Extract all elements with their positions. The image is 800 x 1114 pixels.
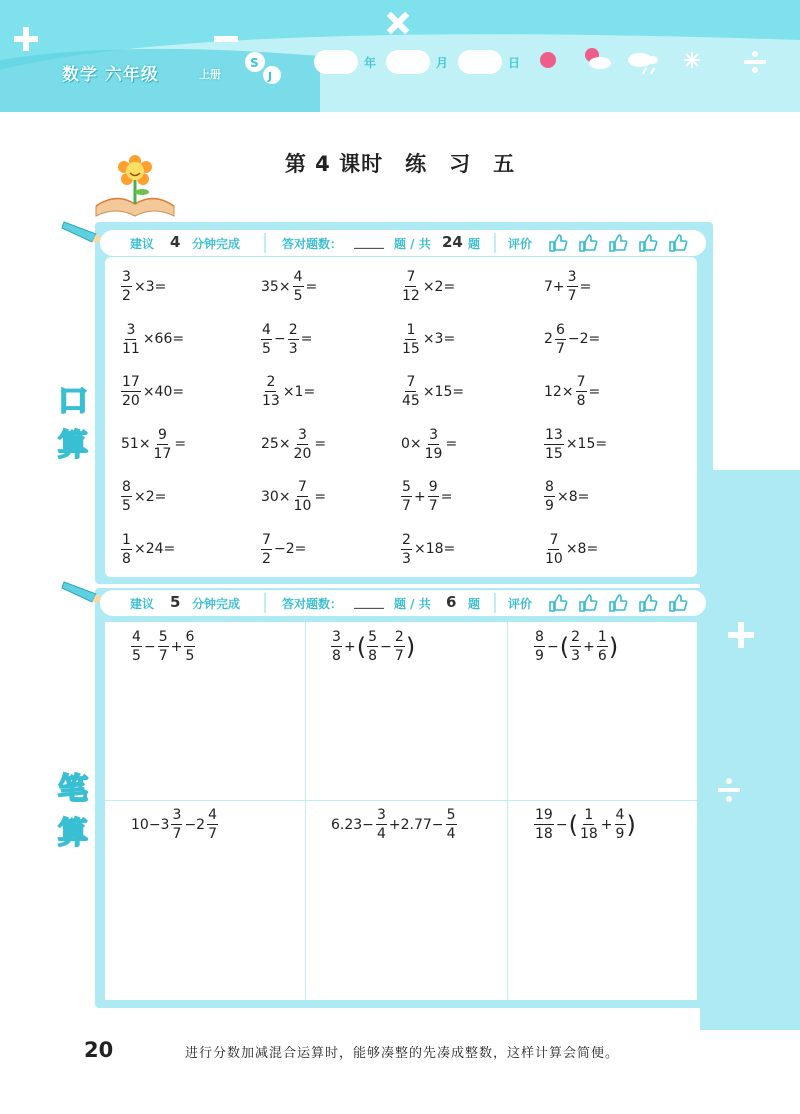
snowflake-icon — [684, 52, 700, 68]
denominator: 15 — [545, 445, 563, 462]
numerator: 2 — [571, 629, 581, 645]
fraction — [534, 630, 545, 663]
operator-text: − — [274, 331, 286, 347]
operator-text: ×66= — [142, 331, 185, 347]
mental-problem — [543, 270, 592, 303]
side-label-bi: 笔 — [58, 772, 88, 807]
suggest-minutes: 4 — [170, 233, 181, 251]
operator-text: −2 — [184, 816, 206, 833]
mental-problem — [260, 323, 313, 356]
operator-text: ×18= — [414, 541, 456, 557]
denominator: 7 — [567, 288, 577, 304]
fraction — [579, 808, 599, 841]
parenthesis: ) — [626, 810, 636, 839]
operator-text: 25× — [261, 436, 291, 452]
fraction — [121, 480, 132, 513]
numerator: 3 — [297, 426, 307, 443]
mental-problem — [120, 533, 176, 566]
correct-count-label: 答对题数： — [282, 597, 343, 611]
numerator: 19 — [535, 807, 553, 823]
volume-label: 上册 — [199, 68, 221, 81]
numerator: 7 — [262, 531, 271, 548]
fraction — [597, 630, 608, 663]
fraction — [184, 630, 195, 663]
correct-count-label: 答对题数： — [282, 237, 343, 251]
divider — [494, 233, 496, 253]
denominator: 20 — [122, 393, 140, 409]
numerator: 2 — [266, 374, 276, 390]
sun-icon — [540, 52, 556, 68]
operator-text: = — [314, 436, 327, 452]
numerator: 3 — [429, 426, 438, 443]
written-info-bar — [100, 590, 706, 616]
operator-text: = — [314, 488, 327, 505]
mental-problem — [260, 428, 327, 461]
finish-label: 分钟完成 — [192, 237, 241, 251]
numerator: 1 — [406, 321, 416, 338]
fraction — [261, 533, 272, 566]
day-field[interactable] — [458, 50, 502, 74]
denominator: 7 — [394, 648, 404, 664]
operator-text: 0× — [401, 436, 422, 452]
fraction — [401, 270, 421, 303]
operator-text: − — [547, 638, 559, 655]
operator-text: ×3= — [422, 331, 456, 347]
fraction — [121, 270, 132, 303]
year-field[interactable] — [314, 50, 358, 74]
parenthesis: ( — [356, 632, 367, 661]
mental-problem — [260, 375, 316, 408]
written-problem — [130, 630, 196, 663]
correct-count-blank[interactable]: _____ — [354, 595, 384, 609]
mental-problem — [400, 428, 458, 461]
fraction — [207, 808, 218, 841]
operator-text: ×24= — [134, 541, 176, 557]
operator-text: = — [588, 383, 601, 400]
numerator: 4 — [293, 269, 303, 285]
numerator: 7 — [406, 269, 416, 285]
operator-text: = — [174, 436, 187, 452]
total-count: 24 — [442, 233, 463, 251]
operator-text: −2= — [567, 331, 601, 347]
denominator: 8 — [368, 648, 378, 664]
fraction — [153, 428, 173, 461]
denominator: 9 — [535, 648, 544, 664]
operator-text: ×40= — [142, 383, 185, 400]
denominator: 4 — [376, 826, 386, 842]
fraction — [288, 323, 299, 356]
numerator: 3 — [172, 807, 182, 823]
numerator: 1 — [584, 807, 594, 823]
mental-problem — [120, 428, 187, 461]
mental-math-area — [105, 257, 697, 577]
denominator: 7 — [172, 826, 182, 842]
numerator: 5 — [368, 629, 378, 645]
mental-problem — [543, 533, 599, 566]
denominator: 5 — [122, 498, 131, 514]
book-flower-icon — [92, 152, 178, 222]
numerator: 7 — [549, 531, 559, 548]
numerator: 8 — [535, 629, 544, 645]
numerator: 4 — [615, 807, 625, 823]
grid-divider — [507, 622, 508, 1000]
footer-tip: 进行分数加减混合运算时，能够凑整的先凑成整数，这样计算会简便。 — [185, 1046, 620, 1061]
thumbs-up-rating[interactable] — [546, 593, 696, 613]
fraction — [331, 630, 342, 663]
mental-problem — [120, 480, 167, 513]
fraction — [544, 533, 564, 566]
operator-text: + — [600, 816, 613, 833]
numerator: 5 — [402, 479, 411, 495]
fraction — [424, 428, 444, 461]
mental-problem — [260, 270, 318, 303]
rating-label: 评价 — [508, 597, 533, 611]
operator-text: − — [144, 638, 156, 655]
denominator: 3 — [571, 648, 581, 664]
denominator: 2 — [262, 550, 271, 567]
denominator: 3 — [288, 340, 298, 357]
denominator: 10 — [545, 550, 563, 567]
denominator: 4 — [446, 826, 456, 842]
suggest-label: 建议 — [130, 237, 155, 251]
parenthesis: ( — [559, 632, 570, 661]
fraction — [576, 375, 587, 408]
denominator: 8 — [332, 648, 341, 664]
divider — [494, 593, 496, 613]
numerator: 3 — [122, 269, 131, 285]
grid-divider — [105, 800, 697, 801]
denominator: 6 — [597, 648, 607, 664]
total-prefix: 题 / 共 — [394, 597, 431, 611]
fraction — [570, 630, 581, 663]
operator-text: + — [344, 638, 356, 655]
denominator: 10 — [293, 498, 312, 514]
mental-info-bar — [100, 230, 706, 256]
denominator: 7 — [158, 648, 168, 664]
total-suffix: 题 — [468, 237, 481, 251]
finish-label: 分钟完成 — [192, 597, 241, 611]
numerator: 6 — [185, 629, 195, 645]
month-unit: 月 — [436, 56, 449, 70]
fraction — [293, 428, 313, 461]
fraction — [131, 630, 142, 663]
operator-text: = — [300, 331, 313, 347]
numerator: 8 — [122, 479, 131, 495]
page-number: 20 — [84, 1038, 114, 1062]
numerator: 2 — [288, 321, 298, 338]
operator-text: −2= — [274, 541, 307, 557]
fraction — [567, 270, 578, 303]
numerator: 17 — [122, 374, 140, 390]
numerator: 3 — [332, 629, 341, 645]
parenthesis: ) — [608, 632, 619, 661]
divide-icon — [744, 51, 766, 73]
parenthesis: ( — [568, 810, 578, 839]
denominator: 8 — [122, 550, 131, 567]
denominator: 7 — [555, 340, 565, 357]
fraction — [293, 480, 313, 513]
written-problem — [330, 808, 458, 841]
operator-text: ×1= — [282, 383, 316, 400]
numerator: 9 — [428, 479, 438, 495]
written-problem — [130, 808, 219, 841]
numerator: 1 — [597, 629, 607, 645]
mental-problem — [400, 375, 465, 408]
denominator: 45 — [402, 393, 420, 409]
denominator: 5 — [262, 340, 271, 357]
fraction — [446, 808, 457, 841]
side-label-kou: 口 — [58, 384, 88, 419]
numerator: 7 — [406, 374, 416, 390]
mental-problem — [260, 533, 307, 566]
operator-text: = — [445, 436, 458, 452]
parenthesis: ) — [405, 632, 416, 661]
fraction — [534, 808, 554, 841]
numerator: 4 — [208, 807, 218, 823]
fraction — [121, 533, 132, 566]
numerator: 5 — [158, 629, 168, 645]
denominator: 13 — [262, 393, 280, 409]
mental-problem — [543, 323, 601, 356]
numerator: 2 — [402, 531, 411, 548]
denominator: 12 — [402, 288, 420, 304]
denominator: 7 — [208, 826, 218, 842]
operator-text: − — [555, 816, 568, 833]
denominator: 20 — [293, 445, 312, 462]
operator-text: 12× — [544, 383, 574, 400]
side-label-suan: 算 — [58, 428, 88, 463]
divider — [264, 233, 266, 253]
fraction — [376, 808, 387, 841]
suggest-minutes: 5 — [170, 593, 181, 611]
denominator: 9 — [615, 826, 625, 842]
numerator: 4 — [262, 321, 271, 338]
divider — [264, 593, 266, 613]
fraction — [121, 375, 141, 408]
numerator: 4 — [132, 629, 141, 645]
denominator: 18 — [535, 826, 553, 842]
mental-problem — [400, 323, 456, 356]
fraction — [158, 630, 169, 663]
operator-text: +2.77− — [388, 816, 444, 833]
denominator: 8 — [576, 393, 586, 409]
mental-problem — [543, 375, 601, 408]
operator-text: 35× — [261, 278, 291, 295]
mental-problem — [260, 480, 327, 513]
numerator: 3 — [567, 269, 577, 285]
mental-problem — [400, 270, 456, 303]
grid-divider — [305, 622, 306, 1000]
operator-text: 10−3 — [131, 816, 170, 833]
denominator: 19 — [424, 445, 443, 462]
denominator: 18 — [579, 826, 598, 842]
operator-text: ×8= — [565, 541, 599, 557]
minus-icon — [214, 36, 238, 42]
operator-text: = — [579, 278, 592, 295]
denominator: 7 — [428, 498, 438, 514]
fraction — [401, 375, 421, 408]
suggest-label: 建议 — [130, 597, 155, 611]
written-problem — [533, 808, 636, 841]
fraction — [261, 323, 272, 356]
denominator: 11 — [122, 340, 140, 357]
denominator: 5 — [132, 648, 141, 664]
fraction — [401, 480, 412, 513]
total-suffix: 题 — [468, 597, 481, 611]
denominator: 15 — [402, 340, 420, 357]
fraction — [121, 323, 141, 356]
fraction — [171, 808, 182, 841]
operator-text: 2 — [544, 331, 553, 347]
operator-text: = — [440, 488, 453, 505]
fraction — [261, 375, 281, 408]
denominator: 3 — [402, 550, 411, 567]
numerator: 5 — [446, 807, 456, 823]
fraction — [367, 630, 378, 663]
lesson-title: 第 4 课时 练 习 五 — [284, 152, 516, 176]
fraction — [293, 270, 304, 303]
mental-problem — [120, 323, 185, 356]
side-label-suan: 算 — [58, 816, 88, 851]
operator-text: ×15= — [422, 383, 465, 400]
numerator: 8 — [545, 479, 554, 495]
numerator: 7 — [576, 374, 586, 390]
mental-problem — [543, 428, 608, 461]
fraction — [544, 428, 564, 461]
denominator: 17 — [153, 445, 172, 462]
operator-text: ×2= — [134, 488, 167, 505]
fraction — [615, 808, 626, 841]
rating-label: 评价 — [508, 237, 533, 251]
mental-problem — [400, 533, 456, 566]
total-prefix: 题 / 共 — [394, 237, 431, 251]
operator-text: ×8= — [557, 488, 590, 505]
numerator: 7 — [297, 479, 307, 495]
mental-problem — [120, 375, 185, 408]
partly-cloudy-icon — [585, 48, 611, 69]
operator-text: ×2= — [422, 278, 456, 295]
fraction — [401, 533, 412, 566]
operator-text: = — [305, 278, 318, 295]
thumbs-up-rating[interactable] — [546, 233, 696, 253]
total-count: 6 — [446, 593, 457, 611]
denominator: 7 — [402, 498, 411, 514]
operator-text: + — [170, 638, 183, 655]
month-field[interactable] — [386, 50, 430, 74]
numerator: 3 — [376, 807, 386, 823]
mental-problem — [120, 270, 167, 303]
operator-text: 51× — [121, 436, 151, 452]
operator-text: − — [380, 638, 392, 655]
mental-problem — [400, 480, 453, 513]
fraction — [394, 630, 405, 663]
denominator: 5 — [185, 648, 195, 664]
correct-count-blank[interactable]: _____ — [354, 235, 384, 249]
mental-problem — [543, 480, 590, 513]
year-unit: 年 — [364, 56, 377, 70]
written-problem — [533, 630, 618, 663]
denominator: 9 — [545, 498, 554, 514]
numerator: 2 — [394, 629, 404, 645]
written-problem — [330, 630, 415, 663]
denominator: 5 — [293, 288, 303, 304]
fraction — [544, 480, 555, 513]
numerator: 9 — [157, 426, 167, 443]
fraction — [401, 323, 421, 356]
day-unit: 日 — [508, 56, 521, 70]
edge-math-symbols — [700, 620, 800, 820]
operator-text: 6.23− — [331, 816, 374, 833]
numerator: 6 — [555, 321, 565, 338]
operator-text: ×15= — [565, 436, 608, 452]
numerator: 3 — [126, 321, 136, 338]
svg-text:J: J — [268, 70, 273, 83]
numerator: 13 — [545, 426, 563, 443]
fraction — [555, 323, 566, 356]
operator-text: 7+ — [544, 278, 565, 295]
fraction — [428, 480, 439, 513]
subject-label: 数学 六年级 — [62, 65, 159, 85]
operator-text: + — [583, 638, 595, 655]
operator-text: ×3= — [134, 278, 167, 295]
operator-text: 30× — [261, 488, 291, 505]
svg-text:S: S — [250, 56, 259, 70]
denominator: 2 — [122, 288, 131, 304]
operator-text: + — [414, 488, 426, 505]
numerator: 1 — [122, 531, 131, 548]
